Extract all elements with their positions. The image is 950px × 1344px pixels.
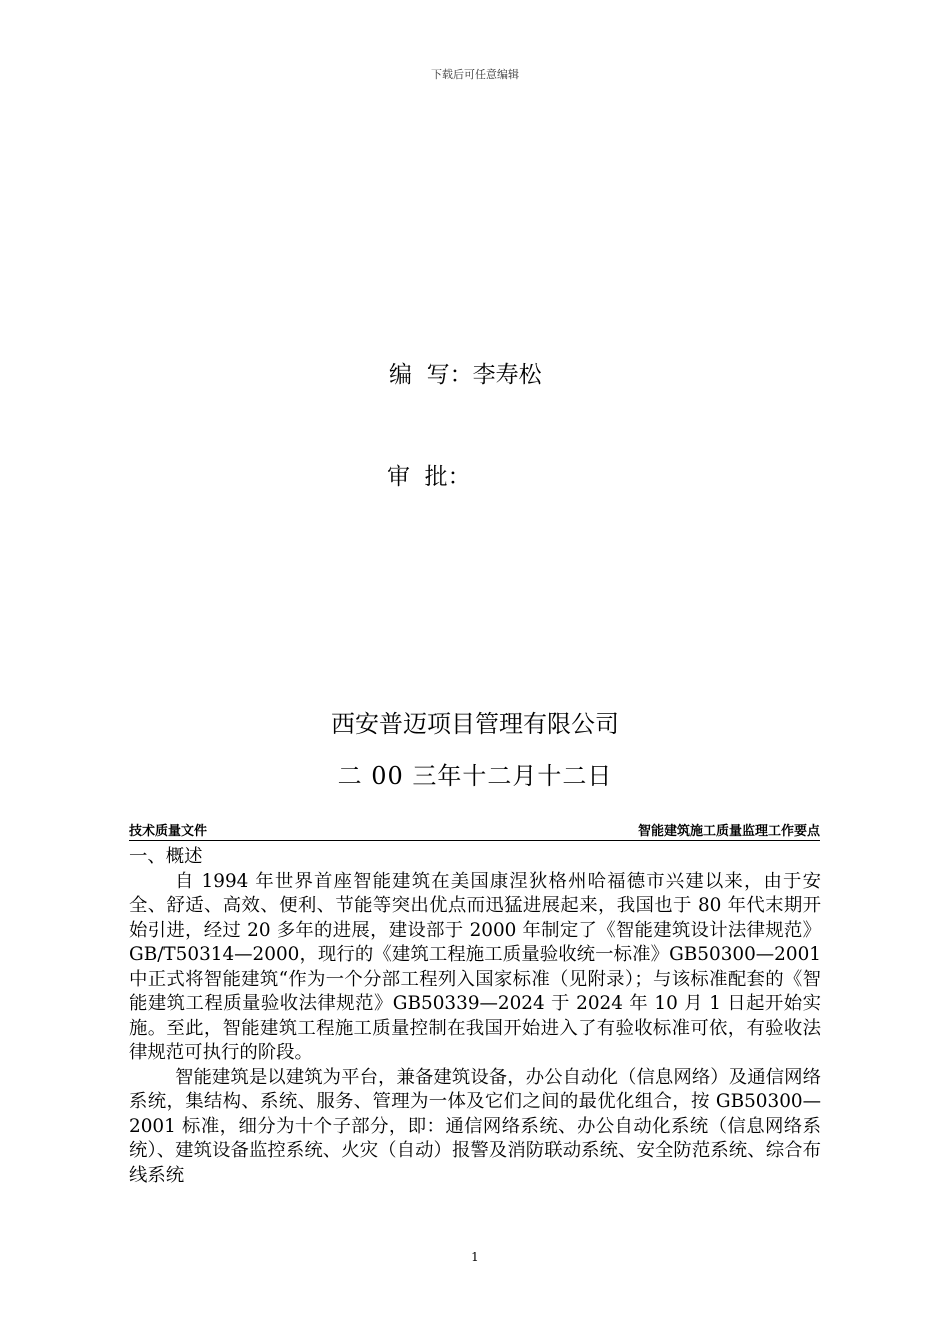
running-header [129, 818, 820, 841]
body-paragraph-2: 智能建筑是以建筑为平台，兼备建筑设备，办公自动化（信息网络）及通信网络系统，集结构、系统、服务、管理为一体及它们之间的最优化组合，按 GB50300—2001 标准，细分为十个子部分，即：通信网络系统、办公自动化系统（信息网络系统）、建筑设备监控系统、火灾（自动）报警及消防联动系统、安全防范系统、综合布线系统 [129, 1066, 821, 1186]
page-number: 1 [471, 1250, 479, 1264]
author-line: 编 写：李寿松 [389, 362, 542, 388]
cover-date: 二 00 三年十二月十二日 [337, 762, 613, 790]
section-heading: 一、概述 [129, 846, 203, 867]
download-note: 下载后可任意编辑 [431, 68, 519, 81]
approval-line: 审 批： [387, 464, 471, 490]
header-doc-type: 技术质量文件 [129, 824, 208, 839]
body-paragraph-1: 自 1994 年世界首座智能建筑在美国康涅狄格州哈福德市兴建以来，由于安全、舒适、高效、便利、节能等突出优点而迅猛进展起来，我国也于 80 年代末期开始引进，经过 20 多年的进展，建设部于 2000 年制定了《智能建筑设计法律规范》GB/T50314—2000，现行的《建筑工程施工质量验收统一标准》GB50300—2001 中正式将智能建筑“作为一个分部工程列入国家标准（见附录）；与该标准配套的《智能建筑工程质量验收法律规范》GB50339—2024 于 2024 年 10 月 1 日起开始实施。至此，智能建筑工程施工质量控制在我国开始进入了有验收标准可依，有验收法律规范可执行的阶段。 [129, 870, 821, 1063]
company-name: 西安普迈项目管理有限公司 [331, 710, 619, 738]
document-body [129, 845, 821, 1188]
header-doc-title: 智能建筑施工质量监理工作要点 [637, 824, 820, 839]
